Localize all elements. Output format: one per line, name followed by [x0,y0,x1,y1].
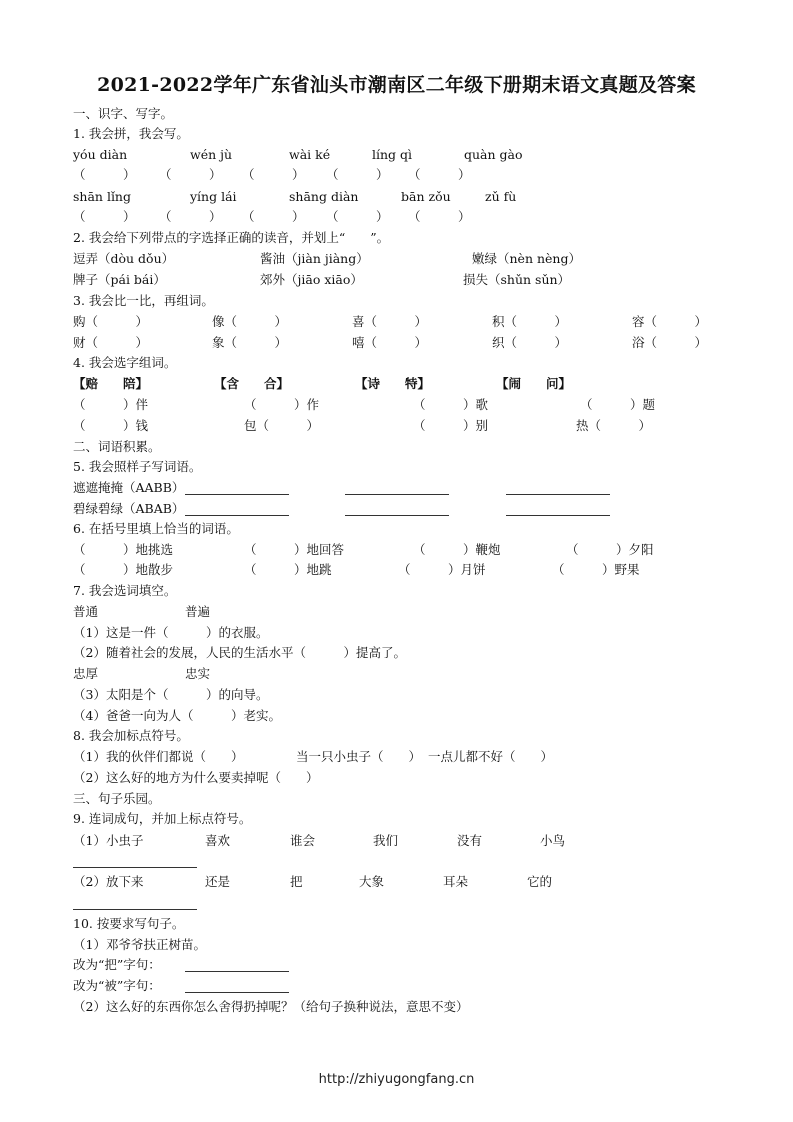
section-heading-3: 三、句子乐园。 [73,791,161,806]
word-blank[interactable]: 财（ ） [73,335,149,350]
answer-line[interactable] [345,514,449,516]
example-word: 碧绿碧绿（ABAB） [73,501,185,516]
word-tile: 小鸟 [540,833,566,848]
word-blank[interactable]: 浴（ ） [632,335,708,350]
word-option: 普遍 [185,604,211,619]
word-blank[interactable]: （ ）伴 [73,397,149,412]
punctuation-sentence[interactable]: 当一只小虫子（ ） [296,749,422,764]
word-blank[interactable]: 喜（ ） [352,314,428,329]
pinyin-item: quàn gào [464,147,523,162]
pinyin-item: shān lǐng [73,189,131,204]
word-blank[interactable]: （ ）地跳 [244,562,332,577]
reading-choice[interactable]: 牌子（pái bái） [73,272,166,287]
word-option: 忠实 [185,666,211,681]
question-10: 10. 按要求写句子。 [73,916,185,931]
answer-blank[interactable]: （ ） [326,209,389,224]
punctuation-sentence[interactable]: （1）我的伙伴们都说（ ） [73,749,244,764]
word-blank[interactable]: （ ）歌 [413,397,489,412]
reading-choice[interactable]: 损失（shǔn sǔn） [463,272,571,287]
word-blank[interactable]: 织（ ） [492,335,568,350]
char-group: 【含 合】 [214,376,290,391]
word-tile: 没有 [457,833,483,848]
answer-blank[interactable]: （ ） [159,209,222,224]
word-tile: 放下来 [106,874,144,889]
pinyin-item: yóu diàn [73,147,128,162]
question-9: 9. 连词成句，并加上标点符号。 [73,811,252,826]
word-blank[interactable]: 像（ ） [212,314,288,329]
answer-blank[interactable]: （ ） [73,209,136,224]
word-blank[interactable]: （ ）地散步 [73,562,174,577]
word-blank[interactable]: 积（ ） [492,314,568,329]
punctuation-sentence[interactable]: 一点儿都不好（ ） [428,749,554,764]
answer-line[interactable] [185,514,289,516]
answer-blank[interactable]: （ ） [73,167,136,182]
word-tile: 小虫子 [106,833,144,848]
question-2: 2. 我会给下列带点的字选择正确的读音，并划上“ ”。 [73,230,390,245]
question-4: 4. 我会选字组词。 [73,355,177,370]
section-heading-2: 二、词语积累。 [73,439,161,454]
answer-line[interactable] [185,493,289,495]
rewrite-prompt: 改为“把”字句： [73,957,161,972]
question-3: 3. 我会比一比，再组词。 [73,293,214,308]
word-blank[interactable]: （ ）别 [413,418,489,433]
word-tile: 耳朵 [443,874,469,889]
item-label: （2） [73,874,106,889]
fill-sentence[interactable]: （1）这是一件（ ）的衣服。 [73,625,269,640]
reading-choice[interactable]: 酱油（jiàn jiàng） [260,251,369,266]
reading-choice[interactable]: 嫩绿（nèn nèng） [472,251,581,266]
answer-blank[interactable]: （ ） [326,167,389,182]
pinyin-item: wài ké [289,147,331,162]
reading-choice[interactable]: 郊外（jiāo xiāo） [260,272,363,287]
word-option: 忠厚 [73,666,99,681]
answer-line[interactable] [73,866,197,868]
pinyin-item: wén jù [190,147,233,162]
word-blank[interactable]: （ ）野果 [552,562,640,577]
word-blank[interactable]: （ ）作 [244,397,320,412]
answer-line[interactable] [506,514,610,516]
pinyin-item: shāng diàn [289,189,359,204]
example-word: 遮遮掩掩（AABB） [73,480,185,495]
page-title: 2021-2022学年广东省汕头市潮南区二年级下册期末语文真题及答案 [97,74,696,96]
source-sentence: （1）邓爷爷扶正树苗。 [73,937,206,952]
char-group: 【赔 陪】 [73,376,149,391]
word-blank[interactable]: 容（ ） [632,314,708,329]
word-tile: 还是 [205,874,231,889]
word-blank[interactable]: （ ）地挑选 [73,542,174,557]
answer-line[interactable] [185,970,289,972]
answer-blank[interactable]: （ ） [159,167,222,182]
word-tile: 谁会 [290,833,316,848]
char-group: 【闹 问】 [496,376,572,391]
answer-blank[interactable]: （ ） [408,167,471,182]
fill-sentence[interactable]: （3）太阳是个（ ）的向导。 [73,687,269,702]
question-5: 5. 我会照样子写词语。 [73,459,202,474]
word-tile: 大象 [359,874,385,889]
answer-blank[interactable]: （ ） [242,209,305,224]
pinyin-item: bān zǒu [401,189,451,204]
answer-line[interactable] [185,991,289,993]
fill-sentence[interactable]: （2）随着社会的发展，人民的生活水平（ ）提高了。 [73,645,406,660]
word-blank[interactable]: 包（ ） [244,418,320,433]
section-heading-1: 一、识字、写字。 [73,106,174,121]
word-blank[interactable]: 购（ ） [73,314,149,329]
question-1: 1. 我会拼，我会写。 [73,126,189,141]
char-group: 【诗 特】 [355,376,431,391]
pinyin-item: yíng lái [190,189,237,204]
pinyin-item: líng qì [372,147,413,162]
word-blank[interactable]: 热（ ） [576,418,652,433]
question-8: 8. 我会加标点符号。 [73,728,189,743]
rewrite-prompt: 改为“被”字句： [73,978,161,993]
word-blank[interactable]: （ ）月饼 [398,562,486,577]
word-option: 普通 [73,604,99,619]
fill-sentence[interactable]: （4）爸爸一向为人（ ）老实。 [73,708,281,723]
pinyin-item: zǔ fù [485,189,517,204]
word-tile: 我们 [373,833,399,848]
source-sentence: （2）这么好的东西你怎么舍得扔掉呢？（给句子换种说法，意思不变） [73,999,469,1014]
question-7: 7. 我会选词填空。 [73,583,177,598]
question-6: 6. 在括号里填上恰当的词语。 [73,521,239,536]
answer-line[interactable] [506,493,610,495]
word-blank[interactable]: （ ）夕阳 [566,542,654,557]
answer-blank[interactable]: （ ） [242,167,305,182]
word-blank[interactable]: （ ）鞭炮 [413,542,501,557]
word-tile: 它的 [527,874,553,889]
word-tile: 喜欢 [205,833,231,848]
answer-blank[interactable]: （ ） [408,209,471,224]
word-tile: 把 [290,874,303,889]
word-blank[interactable]: 嘻（ ） [352,335,428,350]
answer-line[interactable] [345,493,449,495]
reading-choice[interactable]: 逗弄（dòu dǒu） [73,251,175,266]
word-blank[interactable]: （ ）钱 [73,418,149,433]
word-blank[interactable]: 象（ ） [212,335,288,350]
punctuation-sentence[interactable]: （2）这么好的地方为什么要卖掉呢（ ） [73,770,319,785]
word-blank[interactable]: （ ）地回答 [244,542,345,557]
word-blank[interactable]: （ ）题 [580,397,656,412]
footer-url[interactable]: http://zhiyugongfang.cn [318,1072,475,1087]
item-label: （1） [73,833,106,848]
answer-line[interactable] [73,908,197,910]
